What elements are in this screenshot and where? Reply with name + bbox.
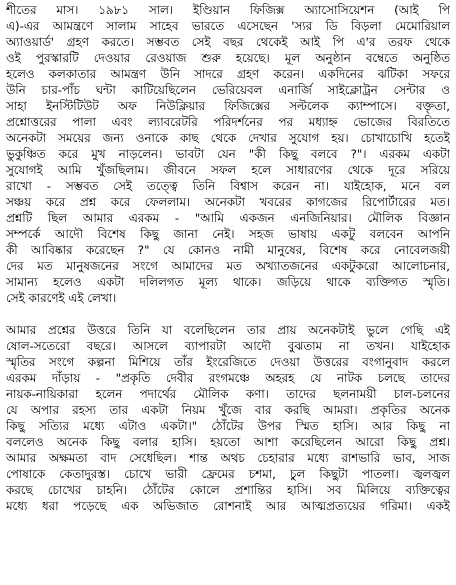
- text-line: সেই কারণেই এই লেখা।: [6, 291, 117, 305]
- text-line: এ)-এর আমন্ত্রণে সালাম সাহেব ভারতে এসেছেন 'স্যর ডি বিড়লা মেমোরিয়াল: [6, 19, 450, 33]
- text-line: সঞ্চয় করে প্রশ্ন করে ফেললাম। অনেকটা খবরের কাগজের রিপোর্টারের মত।: [6, 195, 450, 209]
- text-line: ষোল-সতেরো বছরে। আসলে ব্যাপারটা আদৌ বুঝতাম না তখন। যাইহোক: [6, 339, 450, 353]
- text-line: স্মৃতির সংগে কল্পনা মিশিয়ে তাঁর ইংরেজিতে দেওয়া উত্তরের বংগানুবাদ করলে: [6, 355, 450, 369]
- text-line: প্রশ্নটি ছিল আমার এরকম - "আমি একজন এনজিনিয়ার। মৌলিক বিজ্ঞান: [6, 211, 450, 225]
- text-line: এরকম দাঁড়ায় - "প্রকৃতি দেবীর রংগমঞ্চে অহরহ যে নাটক চলছে তাদের: [6, 371, 450, 385]
- paragraph-gap: [6, 306, 450, 322]
- text-line: রাখো - সম্ভবত সেই তত্ত্বে তিনি বিশ্বাস করেন না। যাইহোক, মনে বল: [6, 179, 450, 193]
- text-line: কী আবিষ্কার করেছেন ?" যে কোনও নামী মানুষের, বিশেষ করে নোবেলজয়ী: [6, 243, 450, 257]
- text-line: বললেও অনেক কিছু বলার হাসি। হয়তো আশা করেছিলেন আরো কিছু প্রশ্ন।: [6, 435, 450, 449]
- text-line: দের মত মানুষজনের সংগে আমাদের মত অখ্যাতজনের একটুকরো আলোচনার,: [6, 259, 450, 273]
- text-line: যে অপার রহস্য তার একটা নিয়ম খুঁজে বার করছি আমরা। প্রকৃতির অনেক: [6, 403, 450, 417]
- text-line: ভুকুঞ্চিত করে মুখ নাড়লেন। ভাবটা যেন "কী কিছু বলবে ?"। এরকম একটা: [6, 147, 450, 161]
- text-line: আমার প্রশ্নের উত্তরে তিনি যা বলেছিলেন তার প্রায় অনেকটাই ভুলে গেছি এই: [6, 323, 450, 337]
- text-line: অনেকটা সময়ের জন্য ওনাকে কাছ থেকে দেখার সুযোগ হয়। চোখাচোখি হতেই: [6, 131, 450, 145]
- text-line: নায়ক-নায়িকারা হলেন পদার্থের মৌলিক কণা। তাদের ছলনাময়ী চাল-চলনের: [6, 387, 450, 401]
- text-line: সামান্য হলেও একটা দলিলগত মূল্য থাকে। জড়িয়ে থাকে ব্যক্তিগত স্মৃতি।: [6, 275, 450, 289]
- text-line: শীতের মাস। ১৯৮১ সাল। ইণ্ডিয়ান ফিজিক্স অ্যাসোসিয়েশন (আই পি: [6, 3, 450, 17]
- text-line: করছে চোখের চাহনি। ঠোঁটের কোলে প্রশান্তির হাসি। সব মিলিয়ে ব্যক্তিত্বের: [6, 483, 450, 497]
- text-line: উনি চার-পাঁচ ঘন্টা কাটিয়েছিলেন ভেরিয়েবল এনার্জি সাইক্লোট্রন সেন্টার ও: [6, 83, 450, 97]
- text-line: অ্যাওয়ার্ড' গ্রহণ করতে। সম্ভবত সেই বছর থেকেই আই পি এ'র তরফ থেকে: [6, 35, 450, 49]
- text-line: আমার অক্ষমতা বাদ সেধেছিল। শান্ত অথচ চেহারার মধ্যে রাশভারি ভাব, সাজ: [6, 451, 450, 465]
- text-line: সাহা ইনস্টিটিউট অফ নিউক্লিয়ার ফিজিক্সের সল্টলেক ক্যাম্পাসে। বক্তৃতা,: [6, 99, 450, 113]
- text-line: কিছু সত্যির মধ্যে এটাও একটা।" ঠোঁটের উপর স্মিত হাসি। আর কিছু না: [6, 419, 450, 433]
- text-line: হলেও কলকাতার আমন্ত্রণ উনি সাদরে গ্রহণ করেন। একদিনের ঝটিকা সফরে: [6, 67, 450, 81]
- text-line: মধ্যে ধরা পড়েছে এক অভিজাত রোশনাই আর আত্মপ্রত্যয়ের গরিমা। একই: [6, 499, 450, 513]
- text-line: সম্পর্কে আদৌ বিশেষ কিছু জানা নেই। সহজ ভাষায় একটু বলবেন আপনি: [6, 227, 450, 241]
- text-line: ওই পুরস্কারটি দেওয়ার রেওয়াজ শুরু হয়েছে। মূল অনুষ্ঠান বম্বেতে অনুষ্ঠিত: [6, 51, 450, 65]
- paragraph-1: [6, 2, 450, 306]
- text-line: সুযোগই আমি খুঁজছিলাম। জীবনে সফল হলে সাধারণের থেকে দূরে সরিয়ে: [6, 163, 450, 177]
- paragraph-2: [6, 322, 450, 514]
- text-line: পোষাকে কেতাদুরস্ত। চোখে ভারী ফ্রেমের চশমা, চুল কিছুটা পাতলা। জ্বলজ্বল: [6, 467, 450, 481]
- text-line: প্রশ্নোত্তরের পালা এবং ল্যাবরেটরি পরিদর্শনের পর মধ্যাহ্ন ভোজের বিরতিতে: [6, 115, 450, 129]
